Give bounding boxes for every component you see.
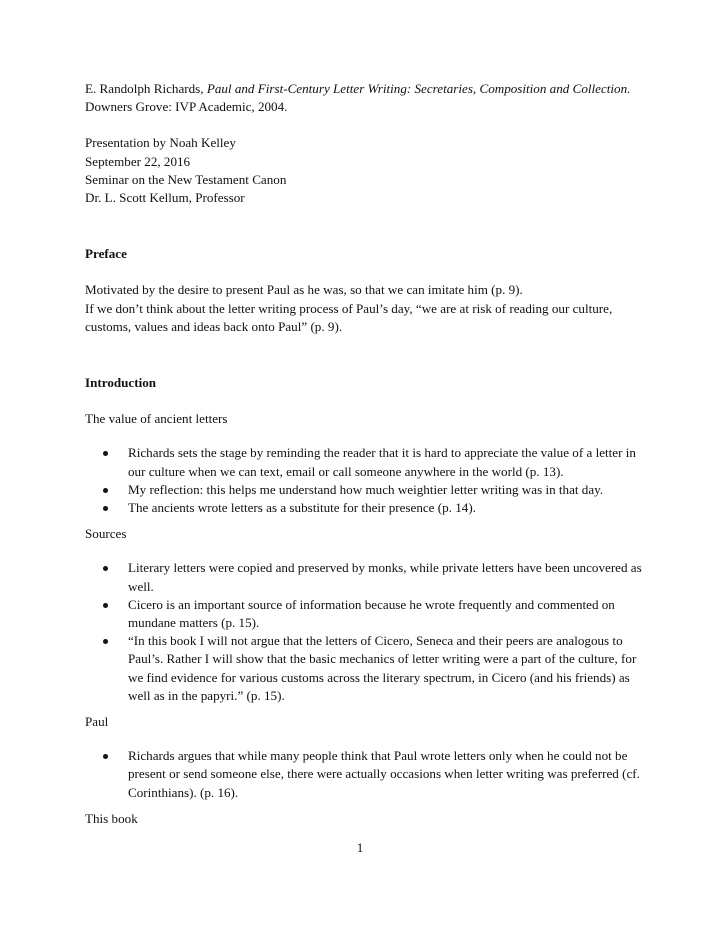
citation-publisher: Downers Grove: IVP Academic, 2004. <box>85 99 288 115</box>
bullet-icon <box>103 488 108 493</box>
page-number: 1 <box>356 840 364 855</box>
presentation-line: Seminar on the New Testament Canon <box>85 171 287 187</box>
preface-paragraph: If we don’t think about the letter writing process of Paul’s day, “we are at risk of reading our culture, customs, values and ideas back onto Paul” (p. 9). <box>85 300 613 334</box>
list-item: Cicero is an important source of information because he wrote frequently and commented on mundane matters (p. 15). <box>85 596 645 632</box>
citation-author: E. Randolph Richards, <box>85 81 207 96</box>
bullet-list <box>85 444 645 517</box>
section-label: Sources <box>85 526 127 542</box>
introduction-heading: Introduction <box>85 375 157 391</box>
section-label: Paul <box>85 714 109 730</box>
list-item: Richards argues that while many people think that Paul wrote letters only when he could not be present or send someone else, there were actually occasions when letter writing was preferred (cf. Corinthians). (p. 16). <box>85 747 645 802</box>
section-label: This book <box>85 810 138 826</box>
bullet-icon <box>103 754 108 759</box>
bullet-icon <box>103 566 108 571</box>
list-item: Literary letters were copied and preserved by monks, while private letters have been uncovered as well. <box>85 559 645 595</box>
section-label: The value of ancient letters <box>85 411 228 427</box>
citation-title: Paul and First-Century Letter Writing: Secretaries, Composition and Collection. <box>206 81 631 96</box>
citation <box>85 80 645 116</box>
list-item: My reflection: this helps me understand how much weightier letter writing was in that day. <box>85 481 645 499</box>
list-item: Richards sets the stage by reminding the reader that it is hard to appreciate the value of a letter in our culture when we can text, email or call someone anywhere in the world (p. 13). <box>85 444 645 480</box>
bullet-icon <box>103 506 108 511</box>
bullet-icon <box>103 603 108 608</box>
list-item: The ancients wrote letters as a substitute for their presence (p. 14). <box>85 499 645 517</box>
document-page <box>85 80 645 828</box>
presentation-line: September 22, 2016 <box>85 153 191 169</box>
list-item: “In this book I will not argue that the letters of Cicero, Seneca and their peers are analogous to Paul’s. Rather I will show that the basic mechanics of letter writing were a part of the culture, for we find evidence for various customs across the literary spectrum, in Cicero (and his friends) as well as in the papyri.” (p. 15). <box>85 632 645 705</box>
bullet-list <box>85 559 645 705</box>
bullet-icon <box>103 451 108 456</box>
presentation-line: Dr. L. Scott Kellum, Professor <box>85 190 245 206</box>
preface-paragraph: Motivated by the desire to present Paul as he was, so that we can imitate him (p. 9). <box>85 282 523 298</box>
preface-heading: Preface <box>85 246 127 262</box>
bullet-icon <box>103 639 108 644</box>
presentation-line: Presentation by Noah Kelley <box>85 135 236 151</box>
bullet-list <box>85 747 645 802</box>
